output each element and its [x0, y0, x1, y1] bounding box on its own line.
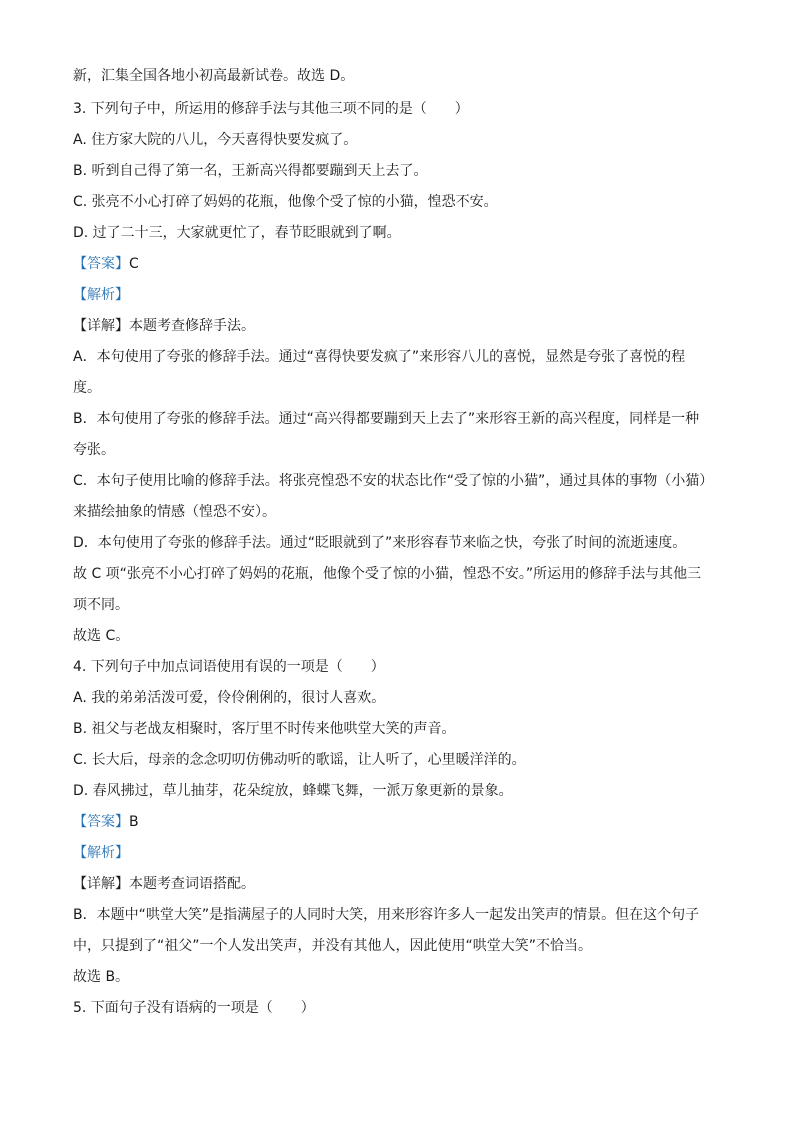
q3-detail-line: [73, 316, 754, 336]
q4-option-a: A. 我的弟弟活泼可爱，伶伶俐俐的，很讨人喜欢。: [73, 690, 386, 706]
analysis-tag: 【解析】: [73, 287, 129, 303]
q4-option-c: C. 长大后，母亲的念念叨叨仿佛动听的歌谣，让人听了，心里暖洋洋的。: [73, 752, 526, 768]
q3-stem: 3. 下列句子中，所运用的修辞手法与其他三项不同的是（ ）: [73, 101, 469, 117]
q4-explanation-b-cont: 中，只提到了“祖父”一个人发出笑声，并没有其他人，因此使用“哄堂大笑”不恰当。: [73, 938, 593, 954]
q3-explanation-c: C．本句子使用比喻的修辞手法。将张亮惶恐不安的状态比作“受了惊的小猫”，通过具体的事物（小猫）: [73, 473, 714, 489]
intro-line: 新，汇集全国各地小初高最新试卷。故选 D。: [73, 68, 355, 84]
q4-stem: 4. 下列句子中加点词语使用有误的一项是（ ）: [73, 659, 385, 675]
detail-text: 本题考查词语搭配。: [129, 876, 255, 892]
q3-explanation-b-cont: 夸张。: [73, 442, 115, 458]
q3-final-choice: 故选 C。: [73, 628, 130, 644]
q3-option-c: C. 张亮不小心打碎了妈妈的花瓶，他像个受了惊的小猫，惶恐不安。: [73, 194, 498, 210]
answer-tag: 【答案】: [73, 814, 129, 830]
q3-conclusion-cont: 项不同。: [73, 597, 129, 613]
q4-detail-line: [73, 874, 754, 894]
q3-analysis-tag: [73, 285, 754, 305]
q3-explanation-a-cont: 度。: [73, 380, 101, 396]
detail-tag: 【详解】: [73, 876, 129, 892]
q3-option-a: A. 住方家大院的八儿，今天喜得快要发疯了。: [73, 132, 358, 148]
answer-value: B: [129, 814, 139, 830]
q4-answer-line: [73, 812, 754, 832]
q3-explanation-a: A．本句使用了夸张的修辞手法。通过“喜得快要发疯了”来形容八儿的喜悦，显然是夸张了喜悦的程: [73, 349, 686, 365]
q4-option-b: B. 祖父与老战友相聚时，客厅里不时传来他哄堂大笑的声音。: [73, 721, 456, 737]
q3-option-b: B. 听到自己得了第一名，王新高兴得都要蹦到天上去了。: [73, 163, 428, 179]
analysis-tag: 【解析】: [73, 845, 129, 861]
q3-option-d: D. 过了二十三，大家就更忙了，春节眨眼就到了啊。: [73, 225, 401, 241]
detail-text: 本题考查修辞手法。: [129, 318, 255, 334]
q4-explanation-b: B．本题中“哄堂大笑”是指满屋子的人同时大笑，用来形容许多人一起发出笑声的情景。但在这个句子: [73, 907, 700, 923]
detail-tag: 【详解】: [73, 318, 129, 334]
q3-explanation-d: D．本句使用了夸张的修辞手法。通过“眨眼就到了”来形容春节来临之快，夸张了时间的流逝速度。: [73, 535, 687, 551]
q3-explanation-b: B．本句使用了夸张的修辞手法。通过“高兴得都要蹦到天上去了”来形容王新的高兴程度，同样是一种: [73, 411, 700, 427]
answer-value: C: [129, 256, 139, 272]
q3-explanation-c-cont: 来描绘抽象的情感（惶恐不安）。: [73, 504, 276, 520]
q4-analysis-tag: [73, 843, 754, 863]
q3-answer-line: [73, 254, 754, 274]
q3-conclusion: 故 C 项“张亮不小心打碎了妈妈的花瓶，他像个受了惊的小猫，惶恐不安。”所运用的修辞手法与其他三: [73, 566, 702, 582]
q5-stem: 5. 下面句子没有语病的一项是（ ）: [73, 1000, 315, 1016]
q4-final-choice: 故选 B。: [73, 969, 130, 985]
q4-option-d: D. 春风拂过，草儿抽芽，花朵绽放，蜂蝶飞舞，一派万象更新的景象。: [73, 783, 513, 799]
answer-tag: 【答案】: [73, 256, 129, 272]
